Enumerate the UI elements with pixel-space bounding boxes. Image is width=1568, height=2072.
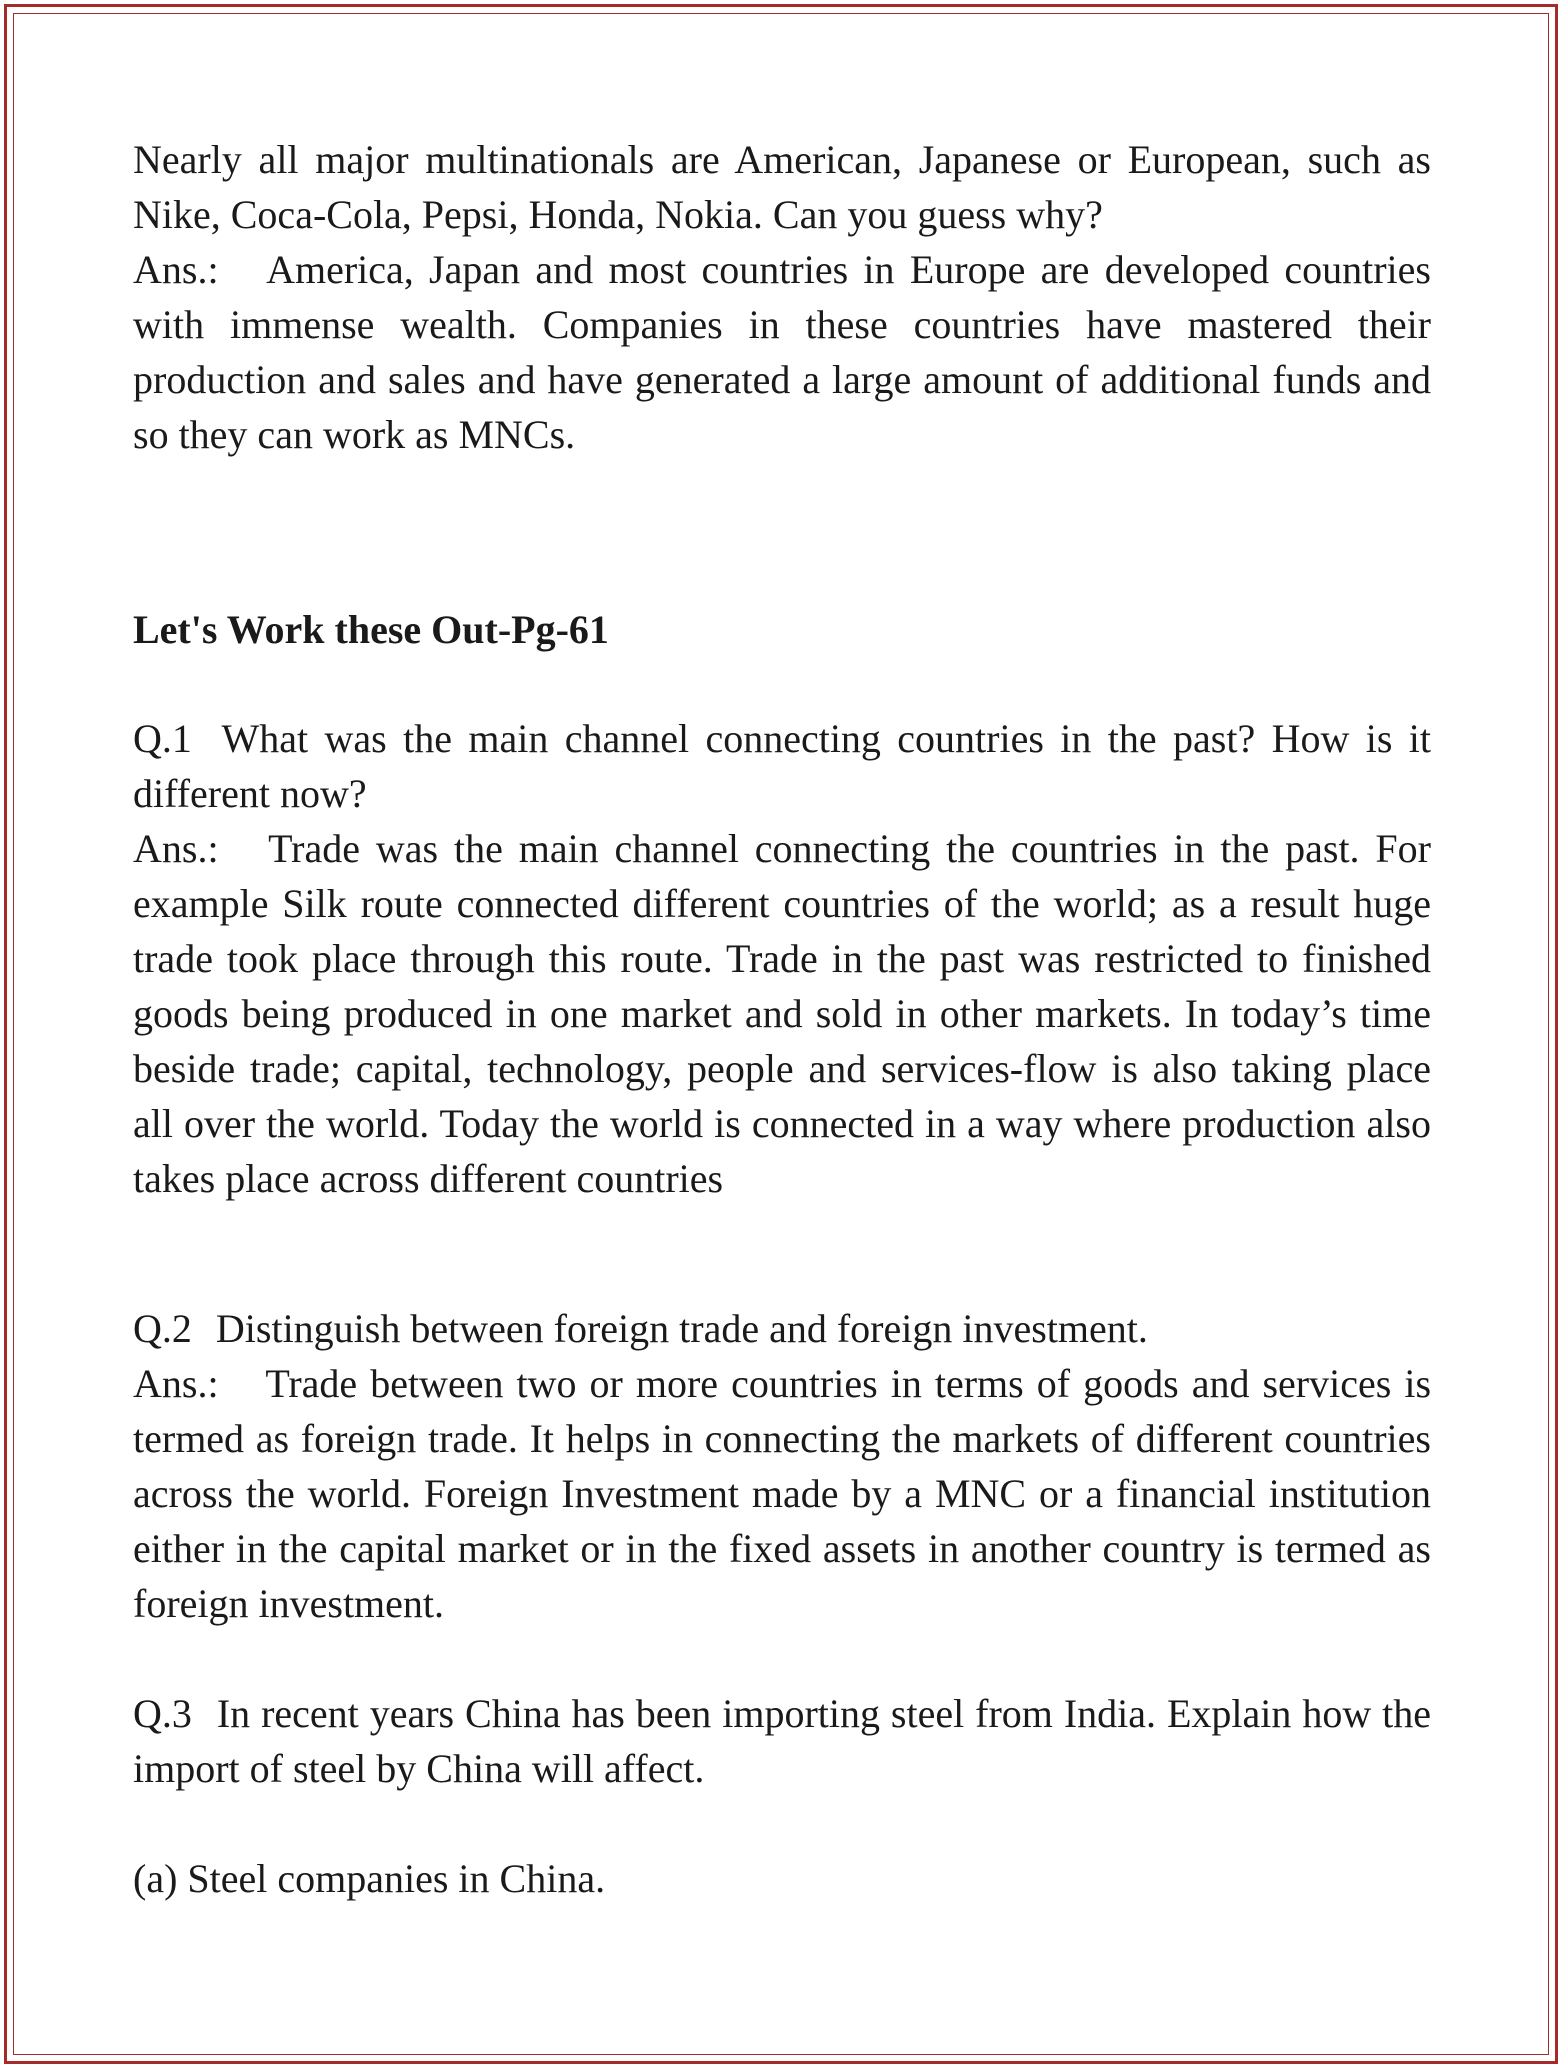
answer-label: Ans.: — [133, 1361, 219, 1406]
question-2-text: Distinguish between foreign trade and foreign investment. — [215, 1306, 1148, 1351]
intro-answer-text: America, Japan and most countries in Europe are developed countries with immense wealth. Companies in these countries have mastered their production and sales and have generated a large amount of additional funds and so they can work as MNCs. — [133, 247, 1431, 457]
question-number: Q.1 — [133, 716, 192, 761]
answer-2-text: Trade between two or more countries in terms of goods and services is termed as foreign trade. It helps in connecting the markets of different countries across the world. Foreign Investment made by a MNC or a financial institution either in the capital market or in the fixed assets in another country is termed as foreign investment. — [133, 1361, 1432, 1626]
question-3-text: In recent years China has been importing steel from India. Explain how the import of steel by China will affect. — [133, 1691, 1432, 1791]
question-2 — [133, 1301, 1431, 1356]
intro-question: Nearly all major multinationals are American, Japanese or European, such as Nike, Coca-Cola, Pepsi, Honda, Nokia. Can you guess why? — [133, 137, 1431, 237]
answer-1 — [133, 821, 1431, 1206]
question-3 — [133, 1686, 1431, 1796]
question-3-sub-item-a: (a) Steel companies in China. — [133, 1856, 606, 1901]
intro-answer — [133, 242, 1431, 462]
question-number: Q.3 — [133, 1691, 192, 1736]
answer-2 — [133, 1356, 1431, 1631]
question-1-text: What was the main channel connecting countries in the past? How is it different now? — [133, 716, 1431, 816]
answer-label: Ans.: — [133, 247, 219, 292]
section-heading: Let's Work these Out-Pg-61 — [133, 607, 609, 652]
document-body — [133, 132, 1431, 1906]
question-1 — [133, 711, 1431, 821]
answer-label: Ans.: — [133, 826, 219, 871]
question-number: Q.2 — [133, 1306, 192, 1351]
answer-1-text: Trade was the main channel connecting the countries in the past. For example Silk route connected different countries of the world; as a result huge trade took place through this route. Trade in the past was restricted to finished goods being produced in one market and sold in other markets. In today’s time beside trade; capital, technology, people and services-flow is also taking place all over the world. Today the world is connected in a way where production also takes place across different countries — [133, 826, 1431, 1201]
